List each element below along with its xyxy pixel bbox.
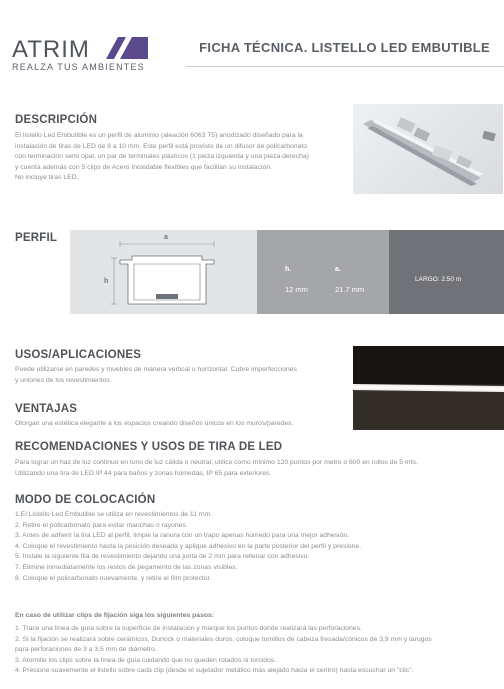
profile-specs-panel (257, 230, 389, 314)
descripcion-line: instalación de tiras de LED de 8 a 10 mm. Este perfil está provisto de un difusor de policarbonato (15, 142, 308, 150)
clips-step: 3. Atornille los clips sobre la línea de guía cuidando que no queden rotados ni torcidos. (15, 656, 277, 664)
recomendaciones-line: Para lograr un haz de luz continuo en tono de luz cálida o neutral, utilice como mínimo 120 puntos por metro o 600 en rollos de 5 mts. (15, 459, 418, 466)
product-illustration (353, 104, 503, 194)
section-heading-recomendaciones: RECOMENDACIONES Y USOS DE TIRA DE LED (15, 441, 283, 453)
brand-name: ATRIM (12, 36, 90, 63)
section-heading-colocacion: MODO DE COLOCACIÓN (15, 494, 156, 506)
spec-a-value: 21.7 mm (335, 285, 365, 294)
installed-led-photo (353, 346, 504, 430)
section-heading-usos: USOS/APLICACIONES (15, 349, 142, 361)
colocacion-step: 5. Instale la siguiente fila de revestimiento dejando una junta de 2 mm para rellenar con adhesivo. (15, 553, 310, 561)
brand-logo-icon (106, 37, 148, 59)
product-photo (353, 104, 503, 194)
clips-step: 1. Trace una línea de guía sobre la superficie de instalación y marque los puntos donde realizará las perforaciones. (15, 625, 362, 632)
ventajas-line: Otorgan una estética elegante a los espacios creando diseños únicos en los muros/paredes. (15, 420, 294, 427)
descripcion-line: El listello Led Embutible es un perfil de aluminio (aleación 6063 T5) anodizado diseñado para la (15, 132, 303, 139)
colocacion-step: 1.El Listello Led Embutible se utiliza en revestimientos de 11 mm. (15, 511, 213, 518)
usos-text (15, 365, 350, 386)
dim-h-label: h (104, 278, 109, 285)
profile-cross-section-diagram (70, 230, 257, 314)
clips-step: 2. Si la fijación se realizará sobre cerámicos, Durlock o materiales duros, coloque tornillos de cabeza fresada/cónicos de 3,9 mm y tarugos (15, 635, 432, 643)
recomendaciones-text (15, 458, 495, 479)
largo-text: LARGO: 2.50 m (415, 276, 462, 283)
brand-tagline: REALZA TUS AMBIENTES (12, 62, 145, 72)
recomendaciones-line: Utilizando una tira de LED IP 44 para baños y zonas húmedas, IP 65 para exteriores. (15, 469, 272, 477)
descripcion-line: No incluye tiras LED. (15, 174, 79, 182)
colocacion-step: 8. Coloque el policarbonato nuevamente, y retire el film protector. (15, 574, 212, 582)
clips-steps (15, 624, 500, 677)
dim-a-label: a (164, 234, 168, 241)
profile-length-panel (389, 230, 504, 314)
clips-heading: En caso de utilizar clips de fijación siga los siguientes pasos: (15, 612, 215, 619)
perfil-band (70, 230, 504, 314)
colocacion-steps (15, 510, 495, 584)
descripcion-line: y cuenta además con 5 clips de Acero Inoxidable flexibles que facilitan su instalación. (15, 163, 272, 171)
profile-drawing-panel (70, 230, 257, 314)
descripcion-text (15, 131, 350, 184)
clips-step: para perforaciones de 3 a 3,5 mm de diámetro. (15, 646, 157, 654)
header (0, 0, 504, 80)
colocacion-step: 2. Retire el policarbonato para evitar manchas o rayones. (15, 521, 188, 529)
usos-line: y uniones de los revestimientos. (15, 376, 112, 384)
section-heading-perfil: PERFIL (15, 232, 58, 244)
section-heading-descripcion: DESCRIPCIÓN (15, 114, 98, 126)
spec-h-label: h. (285, 266, 292, 273)
page-title: FICHA TÉCNICA. LISTELLO LED EMBUTIBLE (199, 40, 490, 55)
colocacion-step: 7. Elimine inmediatamente los restos de pegamento de las zonas visibles. (15, 563, 238, 571)
clips-step: 4. Presione suavemente el listello sobre cada clip (desde el sujetador metálico más alejado hacia el centro) hasta escuchar un "clic". (15, 667, 414, 675)
colocacion-step: 3. Antes de adherir la tira LED al perfil, limpie la ranura con un trapo apenas húmedo para una mejor adhesión. (15, 532, 350, 540)
header-divider (186, 66, 504, 67)
usos-line: Puede utilizarse en paredes y muebles de manera vertical u horizontal. Cubre imperfecciones (15, 366, 297, 373)
ventajas-text (15, 419, 350, 430)
spec-a-label: a. (335, 266, 341, 273)
section-heading-ventajas: VENTAJAS (15, 403, 78, 415)
spec-h-value: 12 mm (285, 285, 308, 294)
installed-led-illustration (353, 346, 504, 430)
descripcion-line: con terminación semi opal, un par de terminales plásticos (1 pieza izquierda y una pieza derecha) (15, 153, 309, 161)
colocacion-step: 4. Coloque el revestimiento hasta la posición deseada y aplique adhesivo en la parte posterior del perfil y presione. (15, 542, 362, 550)
